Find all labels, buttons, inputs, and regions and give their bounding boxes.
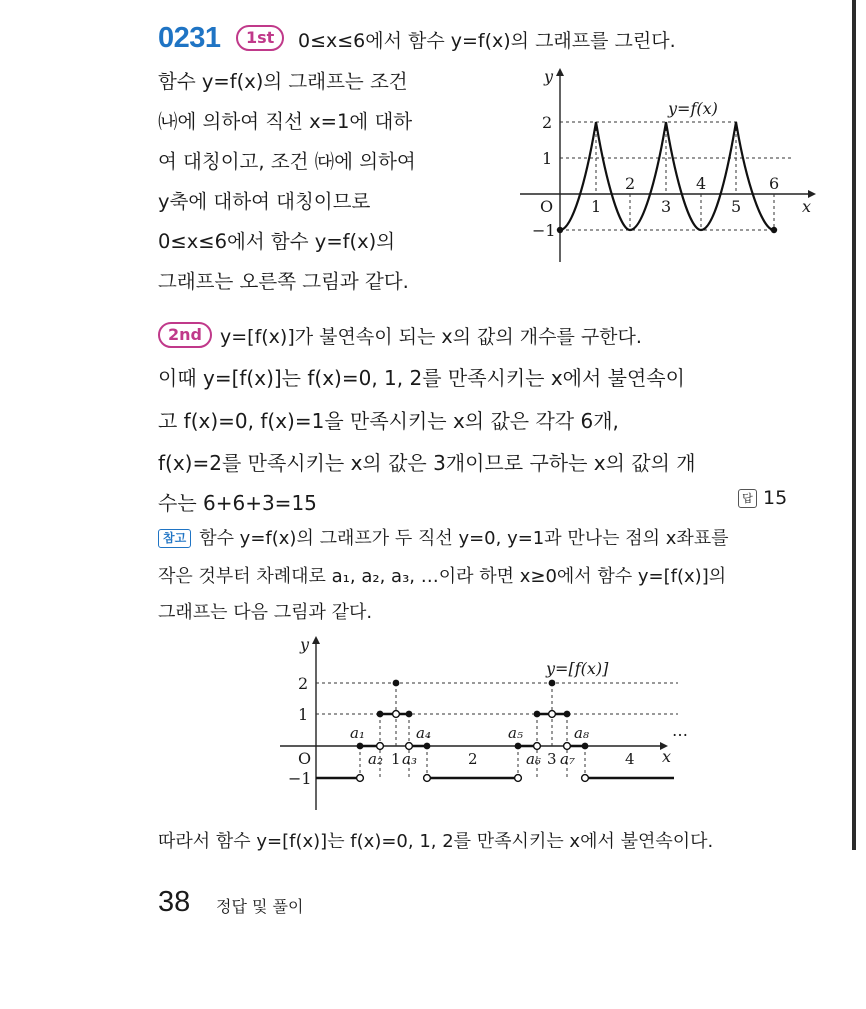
x-tick: 3 bbox=[547, 750, 557, 768]
note-line bbox=[158, 524, 729, 550]
answer bbox=[738, 487, 787, 509]
origin-label: O bbox=[298, 749, 312, 768]
y-axis-arrow bbox=[556, 68, 564, 76]
a-label: a₂ bbox=[368, 750, 383, 768]
origin-label: O bbox=[540, 197, 554, 216]
x-axis-label: x bbox=[802, 197, 812, 216]
y-tick: 2 bbox=[298, 674, 309, 693]
step2-heading: y=[f(x)]가 불연속이 되는 x의 값의 개수를 구한다. bbox=[220, 326, 642, 348]
ellipsis: … bbox=[672, 721, 688, 740]
x-tick: 1 bbox=[391, 750, 401, 768]
answer-icon: 답 bbox=[738, 489, 757, 508]
graph-f-of-x bbox=[510, 62, 830, 272]
note-badge: 참고 bbox=[158, 529, 191, 548]
step2-line: f(x)=2를 만족시키는 x의 값은 3개이므로 구하는 x의 값의 개 bbox=[158, 451, 696, 475]
y-tick: 2 bbox=[542, 113, 553, 132]
a-label: a₅ bbox=[508, 724, 523, 742]
x-tick: 2 bbox=[625, 174, 636, 193]
a-label: a₇ bbox=[560, 750, 575, 768]
endpoint-right bbox=[771, 227, 777, 233]
note-text: 함수 y=f(x)의 그래프가 두 직선 y=0, y=1과 만나는 점의 x좌표를 bbox=[199, 528, 729, 549]
y-tick: −1 bbox=[288, 769, 312, 788]
page-edge-rule bbox=[852, 0, 856, 850]
x-tick: 3 bbox=[661, 197, 672, 216]
curve-label: y=[f(x)] bbox=[546, 659, 609, 678]
step2-line: 고 f(x)=0, f(x)=1을 만족시키는 x의 값은 각각 6개, bbox=[158, 409, 619, 433]
y-tick: 1 bbox=[542, 149, 553, 168]
x-tick: 4 bbox=[625, 750, 635, 768]
section-title: 정답 및 풀이 bbox=[216, 897, 304, 916]
y-tick: −1 bbox=[532, 221, 556, 240]
curve-label: y=f(x) bbox=[668, 99, 718, 118]
x-axis-label: x bbox=[662, 747, 672, 766]
page-number: 38 bbox=[158, 886, 191, 918]
step1-line: 그래프는 오른쪽 그림과 같다. bbox=[158, 270, 409, 293]
a-label: a₈ bbox=[574, 724, 589, 742]
x-tick: 2 bbox=[468, 750, 478, 768]
y-axis-label: y bbox=[300, 635, 310, 654]
x-tick: 1 bbox=[591, 197, 602, 216]
step1-heading: 0≤x≤6에서 함수 y=f(x)의 그래프를 그린다. bbox=[298, 30, 676, 52]
x-tick: 4 bbox=[696, 174, 707, 193]
note-line: 작은 것부터 차례대로 a₁, a₂, a₃, …이라 하면 x≥0에서 함수 y=[f(x)]의 bbox=[158, 566, 727, 587]
step1-line: 여 대칭이고, 조건 ㈐에 의하여 bbox=[158, 150, 416, 173]
y-tick: 1 bbox=[298, 705, 309, 724]
x-tick: 6 bbox=[769, 174, 780, 193]
y-axis-arrow bbox=[312, 636, 320, 644]
a-label: a₁ bbox=[350, 724, 365, 742]
step1-line: ㈏에 의하여 직선 x=1에 대하 bbox=[158, 110, 413, 133]
step1-badge: 1st bbox=[236, 25, 284, 51]
answer-value: 15 bbox=[763, 487, 788, 509]
step2-line: 수는 6+6+3=15 bbox=[158, 491, 317, 515]
step1-line: y축에 대하여 대칭이므로 bbox=[158, 190, 371, 213]
a-label: a₆ bbox=[526, 750, 541, 768]
y-axis-label: y bbox=[544, 67, 554, 86]
step2-line: 이때 y=[f(x)]는 f(x)=0, 1, 2를 만족시키는 x에서 불연속이 bbox=[158, 366, 685, 390]
note-line: 그래프는 다음 그림과 같다. bbox=[158, 602, 373, 623]
x-tick: 5 bbox=[731, 197, 742, 216]
a-label: a₄ bbox=[416, 724, 431, 742]
step1-line: 0≤x≤6에서 함수 y=f(x)의 bbox=[158, 230, 396, 253]
graph-floor-f bbox=[270, 628, 700, 818]
problem-number: 0231 bbox=[158, 22, 221, 54]
conclusion: 따라서 함수 y=[f(x)]는 f(x)=0, 1, 2를 만족시키는 x에서 불연속이다. bbox=[158, 831, 714, 852]
step1-line: 함수 y=f(x)의 그래프는 조건 bbox=[158, 70, 408, 93]
endpoint-left bbox=[557, 227, 563, 233]
step2-badge: 2nd bbox=[158, 322, 212, 348]
a-label: a₃ bbox=[402, 750, 417, 768]
